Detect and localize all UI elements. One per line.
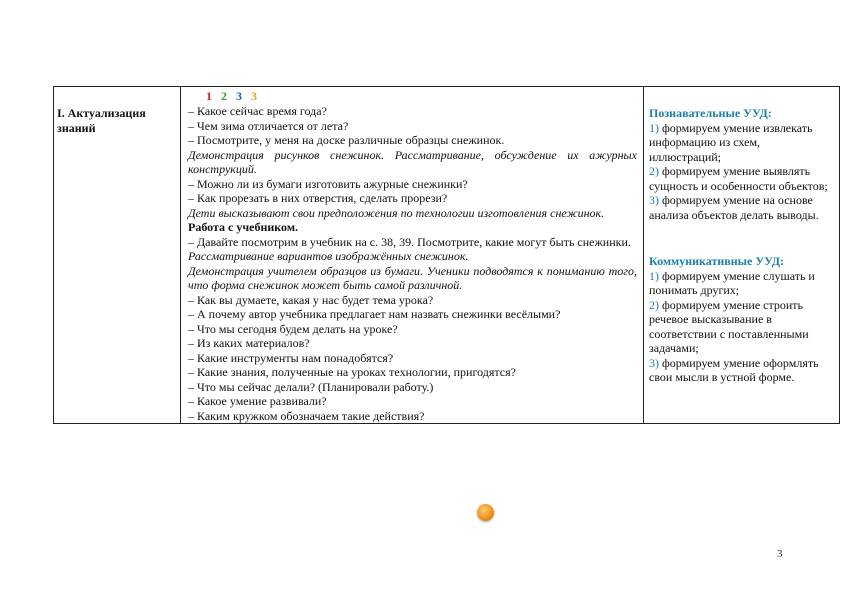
communicative-uud-list bbox=[649, 269, 835, 385]
uud-item-number: 3) bbox=[649, 355, 659, 370]
content-line: – А почему автор учебника предлагает нам назвать снежинки весёлыми? bbox=[188, 307, 637, 322]
content-line: Работа с учебником. bbox=[188, 220, 299, 234]
uud-item bbox=[649, 298, 835, 356]
circle-numbers bbox=[188, 89, 637, 104]
uud-item-text: формируем умение строить речевое высказывание в соответствии с поставленными задачами; bbox=[649, 297, 809, 355]
content-line: – Какие знания, полученные на уроках технологии, пригодятся? bbox=[188, 365, 637, 380]
content-line: – Что мы сегодня будем делать на уроке? bbox=[188, 322, 637, 337]
uud-item-number: 1) bbox=[649, 120, 659, 135]
content-line: – Что мы сейчас делали? (Планировали работу.) bbox=[188, 380, 637, 395]
content-line: – Чем зима отличается от лета? bbox=[188, 119, 637, 134]
uud-item-text: формируем умение слушать и понимать других; bbox=[649, 268, 815, 297]
uud-item bbox=[649, 269, 835, 298]
content-line: – Какие инструменты нам понадобятся? bbox=[188, 351, 637, 366]
content-line: – Из каких материалов? bbox=[188, 336, 637, 351]
uud-item-number: 1) bbox=[649, 268, 659, 283]
uud-item-text: формируем умение выявлять сущность и особенности объектов; bbox=[649, 164, 828, 193]
circle-number-2: 2 bbox=[221, 89, 227, 103]
communicative-uud-title: Коммуникативные УУД: bbox=[649, 254, 785, 268]
content-line: – Как прорезать в них отверстия, сделать прорези? bbox=[188, 191, 637, 206]
stage-title: I. Актуализация знаний bbox=[57, 106, 146, 135]
content-cell bbox=[181, 87, 644, 424]
cognitive-uud-title: Познавательные УУД: bbox=[649, 106, 772, 120]
content-line: – Можно ли из бумаги изготовить ажурные снежинки? bbox=[188, 177, 637, 192]
uud-item-text: формируем умение извлекать информацию из схем, иллюстраций; bbox=[649, 120, 813, 164]
uud-item-number: 2) bbox=[649, 164, 659, 178]
content-line: Дети высказывают свои предположения по технологии изготовления снежинок. bbox=[188, 205, 605, 220]
uud-spacer bbox=[649, 222, 835, 254]
page-number: 3 bbox=[777, 548, 783, 560]
uud-item-number: 2) bbox=[649, 297, 659, 312]
content-line: – Посмотрите, у меня на доске различные образцы снежинок. bbox=[188, 133, 637, 148]
content-line: – Какое умение развивали? bbox=[188, 394, 637, 409]
content-line: Демонстрация учителем образцов из бумаги. Ученики подводятся к пониманию того, что форма снежинок может быть самой различной. bbox=[188, 263, 637, 292]
circle-number-1: 1 bbox=[206, 89, 212, 103]
uud-item bbox=[649, 193, 835, 222]
lesson-table bbox=[53, 86, 840, 424]
uud-item-number: 3) bbox=[649, 193, 659, 207]
content-line: Демонстрация рисунков снежинок. Рассматривание, обсуждение их ажурных конструкций. bbox=[188, 147, 637, 176]
uud-item bbox=[649, 356, 835, 385]
content-line: – Как вы думаете, какая у нас будет тема урока? bbox=[188, 293, 637, 308]
orange-circle-icon bbox=[477, 504, 494, 521]
table-row bbox=[54, 87, 840, 424]
content-lines bbox=[188, 104, 637, 423]
uud-item-text: формируем умение на основе анализа объектов делать выводы. bbox=[649, 193, 819, 222]
uud-cell bbox=[644, 87, 840, 424]
stage-cell bbox=[54, 87, 181, 424]
circle-number-4: 3 bbox=[251, 89, 257, 103]
content-line: Рассматривание вариантов изображённых снежинок. bbox=[188, 249, 469, 263]
content-line: – Давайте посмотрим в учебник на с. 38, 39. Посмотрите, какие могут быть снежинки. bbox=[188, 235, 637, 250]
content-line: – Каким кружком обозначаем такие действия? bbox=[188, 409, 637, 424]
cognitive-uud-list bbox=[649, 121, 835, 223]
uud-item bbox=[649, 121, 835, 165]
uud-item bbox=[649, 164, 835, 193]
content-line: – Какое сейчас время года? bbox=[188, 104, 637, 119]
circle-number-3: 3 bbox=[236, 89, 242, 103]
uud-item-text: формируем умение оформлять свои мысли в устной форме. bbox=[649, 355, 819, 384]
